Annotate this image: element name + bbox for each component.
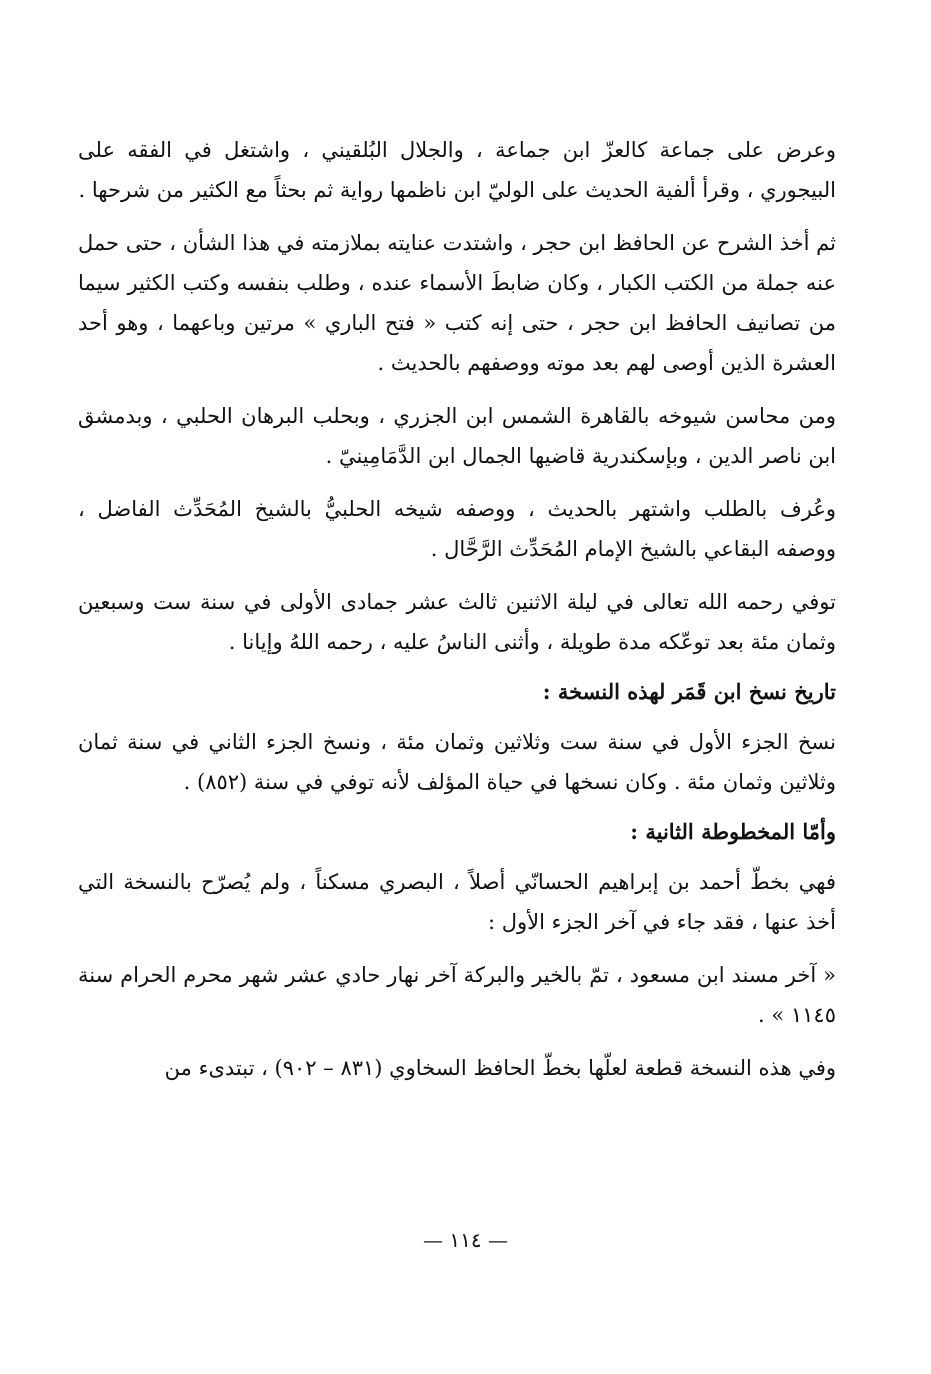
paragraph-copy-date: نسخ الجزء الأول في سنة ست وثلاثين وثمان مئة ، ونسخ الجزء الثاني في سنة ثمان وثلاثين وثمان مئة . وكان نسخها في حياة المؤلف لأنه توفي في سنة (٨٥٢) .: [78, 730, 836, 794]
paragraph-3: ومن محاسن شيوخه بالقاهرة الشمس ابن الجزري ، وبحلب البرهان الحلبي ، وبدمشق ابن ناصر الدين ، وبإسكندرية قاضيها الجمال ابن الدَّمَامِينيّ .: [78, 404, 836, 468]
paragraph-manuscript-1: فهي بخطّ أحمد بن إبراهيم الحسانّي أصلاً ، البصري مسكناً ، ولم يُصرّح بالنسخة التي أخذ عنها ، فقد جاء في آخر الجزء الأول :: [78, 870, 836, 934]
paragraph-manuscript-quote: « آخر مسند ابن مسعود ، تمّ بالخير والبركة آخر نهار حادي عشر شهر محرم الحرام سنة ١١٤٥ » .: [78, 963, 836, 1027]
page-number: — ١١٤ —: [423, 1228, 508, 1252]
page-body: [78, 130, 836, 1101]
paragraph-5: توفي رحمه الله تعالى في ليلة الاثنين ثالث عشر جمادى الأولى في سنة ست وسبعين وثمان مئة بعد توعّكه مدة طويلة ، وأثنى الناسُ عليه ، رحمه اللهُ وإيانا .: [78, 590, 836, 654]
paragraph-4: وعُرف بالطلب واشتهر بالحديث ، ووصفه شيخه الحلبيُّ بالشيخ المُحَدِّث الفاضل ، ووصفه البقاعي بالشيخ الإمام المُحَدِّث الرَّحَّال .: [78, 497, 836, 561]
section-heading-second-manuscript: وأمّا المخطوطة الثانية :: [630, 819, 836, 844]
section-heading-copy-date: تاريخ نسخ ابن قَمَر لهذه النسخة :: [542, 679, 836, 704]
paragraph-2: ثم أخذ الشرح عن الحافظ ابن حجر ، واشتدت عنايته بملازمته في هذا الشأن ، حتى حمل عنه جملة من الكتب الكبار ، وكان ضابطَ الأسماء عنده ، وطلب بنفسه وكتب الكثير سيما من تصانيف الحافظ ابن حجر ، حتى إنه كتب « فتح الباري » مرتين وباعهما ، وهو أحد العشرة الذين أوصى لهم بعد موته ووصفهم بالحديث .: [78, 231, 836, 375]
paragraph-manuscript-3: وفي هذه النسخة قطعة لعلّها بخطّ الحافظ السخاوي (٨٣١ – ٩٠٢) ، تبتدىء من: [164, 1056, 836, 1080]
paragraph-1: وعرض على جماعة كالعزّ ابن جماعة ، والجلال البُلقيني ، واشتغل في الفقه على البيجوري ، وقرأ ألفية الحديث على الوليّ ابن ناظمها رواية ثم بحثاً مع الكثير من شرحها .: [78, 138, 836, 202]
